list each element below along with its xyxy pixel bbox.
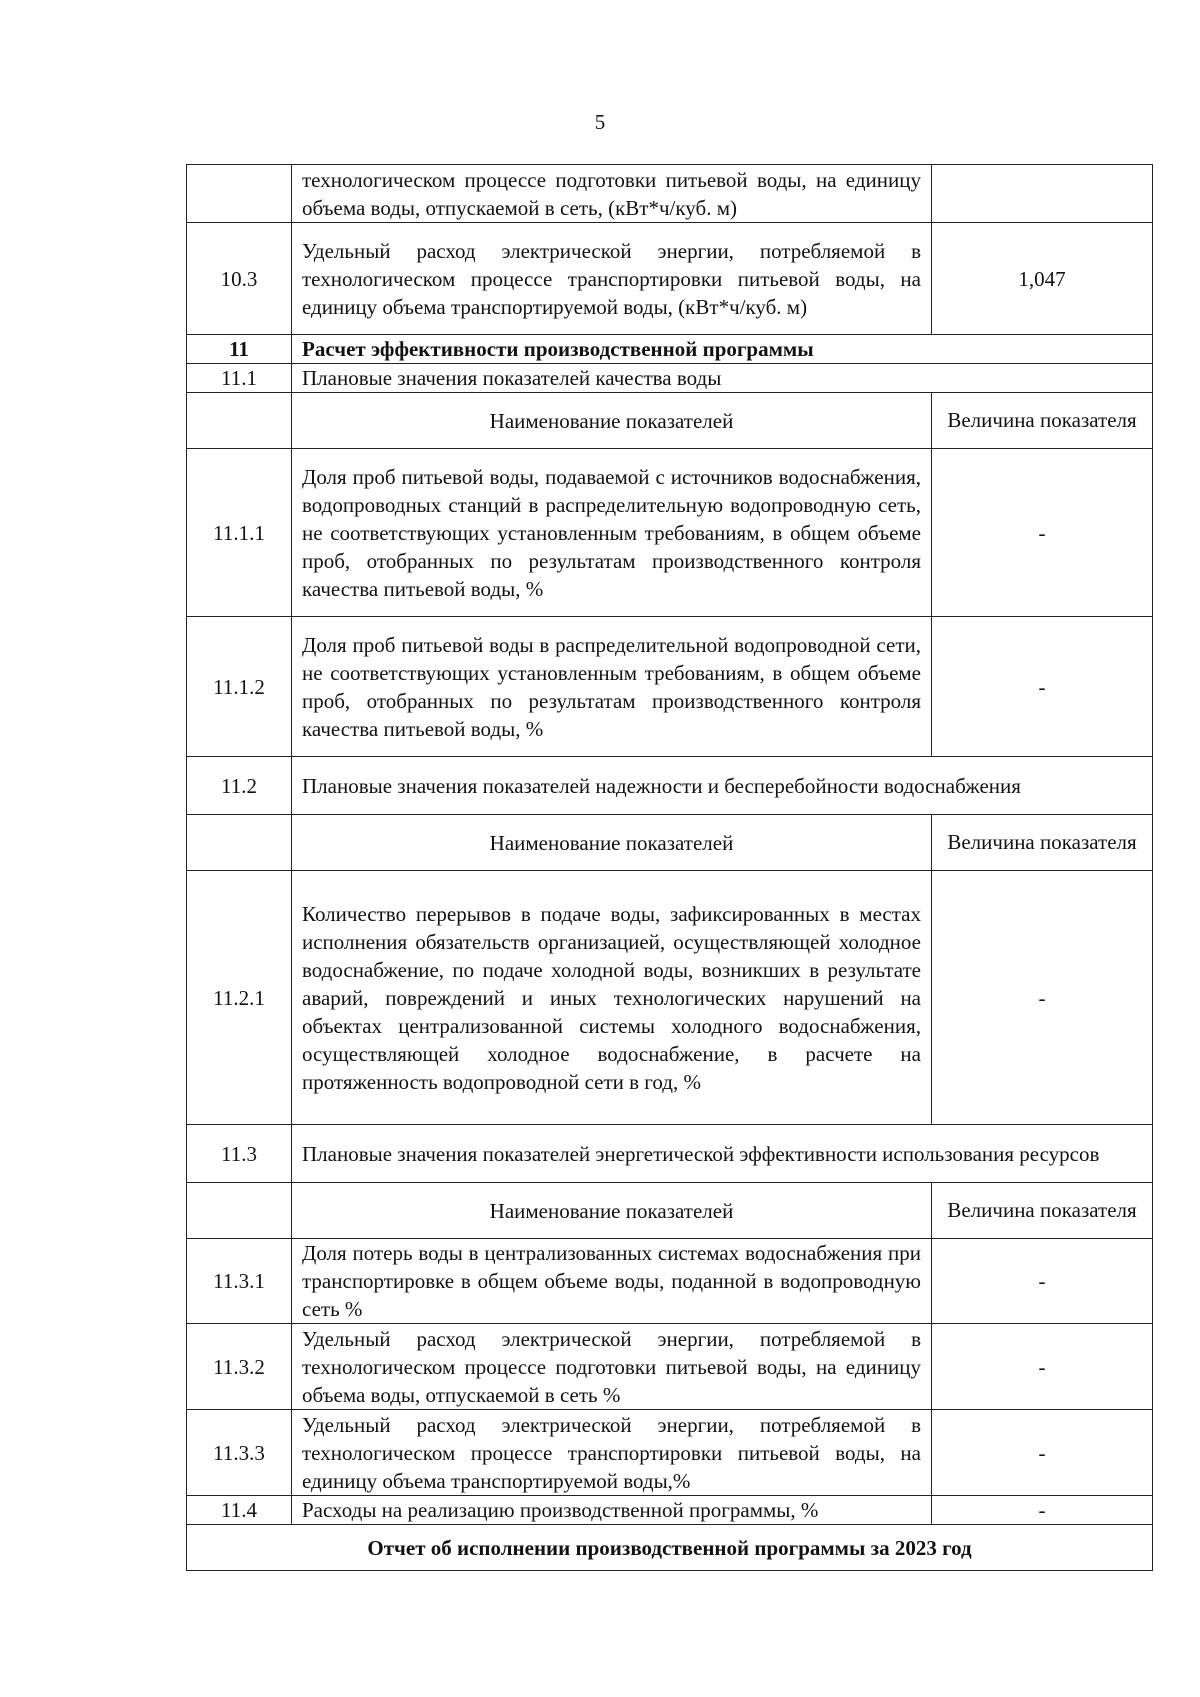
header-row: [187, 1183, 1153, 1239]
header-value: Величина показателя: [932, 815, 1153, 871]
row-number: 10.3: [187, 223, 292, 335]
table-row: [187, 617, 1153, 757]
section-number: 11: [187, 335, 292, 364]
row-text: Расходы на реализацию производственной программы, %: [292, 1496, 932, 1525]
row-text: технологическом процессе подготовки питьевой воды, на единицу объема воды, отпускаемой в сеть, (кВт*ч/куб. м): [292, 165, 932, 223]
header-name: Наименование показателей: [292, 815, 932, 871]
report-title: Отчет об исполнении производственной программы за 2023 год: [187, 1525, 1153, 1571]
subsection-title: Плановые значения показателей надежности и бесперебойности водоснабжения: [292, 757, 1153, 815]
table-row: [187, 1324, 1153, 1410]
row-number: 11.1.2: [187, 617, 292, 757]
row-value: -: [932, 1324, 1153, 1410]
row-value: 1,047: [932, 223, 1153, 335]
page-number: 5: [594, 110, 606, 134]
row-number: 11.4: [187, 1496, 292, 1525]
table-row: [187, 1239, 1153, 1324]
row-value: -: [932, 871, 1153, 1125]
header-empty-cell: [187, 1183, 292, 1239]
row-text: Удельный расход электрической энергии, потребляемой в технологическом процессе транспортировки питьевой воды, на единицу объема транспортируемой воды, (кВт*ч/куб. м): [292, 223, 932, 335]
subsection-row: [187, 364, 1153, 393]
row-text: Количество перерывов в подаче воды, зафиксированных в местах исполнения обязательств организацией, осуществляющей холодное водоснабжение, по подаче холодной воды, возникших в результате аварий, повреждений и иных технологических нарушений на объектах централизованной системы холодного водоснабжения, осуществляющей холодное водоснабжение, в расчете на протяженность водопроводной сети в год, %: [292, 871, 932, 1125]
table-row: [187, 1410, 1153, 1496]
table-row: [187, 223, 1153, 335]
table-row: [187, 1496, 1153, 1525]
table-row: [187, 165, 1153, 223]
subsection-number: 11.3: [187, 1125, 292, 1183]
row-text: Удельный расход электрической энергии, потребляемой в технологическом процессе транспортировки питьевой воды, на единицу объема транспортируемой воды,%: [292, 1410, 932, 1496]
row-value: -: [932, 617, 1153, 757]
subsection-number: 11.2: [187, 757, 292, 815]
row-text: Доля потерь воды в централизованных системах водоснабжения при транспортировке в общем объеме воды, поданной в водопроводную сеть %: [292, 1239, 932, 1324]
indicators-table: [186, 164, 1153, 1571]
row-value: -: [932, 1239, 1153, 1324]
header-name: Наименование показателей: [292, 393, 932, 449]
row-value: -: [932, 1496, 1153, 1525]
row-number: 11.3.3: [187, 1410, 292, 1496]
subsection-title: Плановые значения показателей качества воды: [292, 364, 1153, 393]
row-text: Удельный расход электрической энергии, потребляемой в технологическом процессе подготовки питьевой воды, на единицу объема воды, отпускаемой в сеть %: [292, 1324, 932, 1410]
subsection-row: [187, 1125, 1153, 1183]
header-value: Величина показателя: [932, 1183, 1153, 1239]
header-empty-cell: [187, 393, 292, 449]
header-name: Наименование показателей: [292, 1183, 932, 1239]
row-number: [187, 165, 292, 223]
row-number: 11.1.1: [187, 449, 292, 617]
row-value: -: [932, 449, 1153, 617]
table-row: [187, 449, 1153, 617]
row-number: 11.3.1: [187, 1239, 292, 1324]
header-value: Величина показателя: [932, 393, 1153, 449]
subsection-title: Плановые значения показателей энергетической эффективности использования ресурсов: [292, 1125, 1153, 1183]
footer-row: [187, 1525, 1153, 1571]
header-row: [187, 815, 1153, 871]
section-row: [187, 335, 1153, 364]
row-value: [932, 165, 1153, 223]
subsection-number: 11.1: [187, 364, 292, 393]
row-number: 11.2.1: [187, 871, 292, 1125]
table-row: [187, 871, 1153, 1125]
row-text: Доля проб питьевой воды в распределительной водопроводной сети, не соответствующих установленным требованиям, в общем объеме проб, отобранных по результатам производственного контроля качества питьевой воды, %: [292, 617, 932, 757]
row-number: 11.3.2: [187, 1324, 292, 1410]
subsection-row: [187, 757, 1153, 815]
section-title: Расчет эффективности производственной программы: [292, 335, 1153, 364]
header-empty-cell: [187, 815, 292, 871]
header-row: [187, 393, 1153, 449]
row-value: -: [932, 1410, 1153, 1496]
row-text: Доля проб питьевой воды, подаваемой с источников водоснабжения, водопроводных станций в распределительную водопроводную сеть, не соответствующих установленным требованиям, в общем объеме проб, отобранных по результатам производственного контроля качества питьевой воды, %: [292, 449, 932, 617]
